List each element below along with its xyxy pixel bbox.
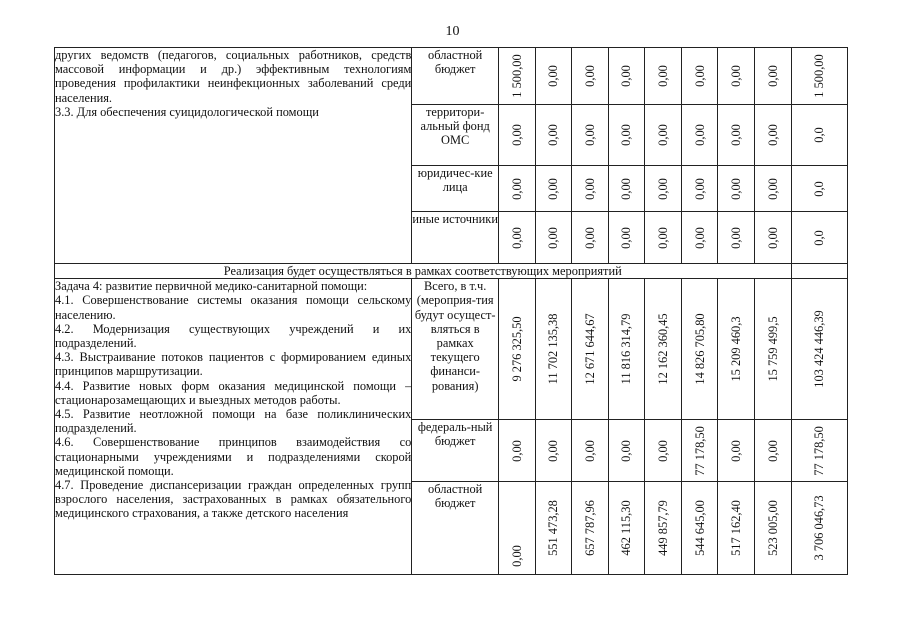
year-value: 11 816 314,79 (619, 313, 634, 385)
description-text: 4.7. Проведение диспансеризации граждан определенных групп взрослого населения, застрахованных в рамках обязательного медицинского страхования, а также детского населения (55, 478, 412, 521)
year-value: 0,00 (509, 544, 524, 567)
year-value: 0,00 (692, 65, 707, 87)
total-value: 3 706 046,73 (812, 495, 827, 561)
measure-description (55, 279, 412, 575)
description-text: 4.3. Выстраивание потоков пациентов с формированием единых принципов маршрутизации. (55, 350, 412, 379)
year-value: 0,00 (692, 226, 707, 249)
empty-cell (791, 264, 847, 279)
year-value: 0,00 (729, 177, 744, 200)
year-value: 523 005,00 (765, 500, 780, 557)
year-value: 15 209 460,3 (729, 316, 744, 382)
year-value: 0,00 (655, 65, 670, 87)
year-value: 449 857,79 (655, 500, 670, 557)
year-value: 11 702 135,38 (546, 313, 561, 385)
year-value: 9 276 325,50 (509, 316, 524, 382)
year-value: 0,00 (692, 177, 707, 200)
year-value: 0,00 (765, 124, 780, 146)
table-row (55, 48, 848, 105)
description-text: 4.1. Совершенствование системы оказания помощи сельскому населению. (55, 293, 412, 322)
total-value: 0,0 (812, 229, 827, 246)
year-value: 14 826 705,80 (692, 313, 707, 385)
table-row (55, 279, 848, 420)
description-text: 3.3. Для обеспечения суицидологической помощи (55, 104, 319, 119)
year-value: 0,00 (509, 177, 524, 200)
year-value: 0,00 (729, 124, 744, 146)
year-value: 0,00 (509, 439, 524, 462)
year-value: 544 645,00 (692, 500, 707, 557)
year-value: 0,00 (655, 177, 670, 200)
description-text: 4.5. Развитие неотложной помощи на базе поликлинических подразделений. (55, 407, 412, 436)
total-value: 77 178,50 (812, 425, 827, 476)
year-value: 0,00 (655, 439, 670, 462)
description-text: Задача 4: развитие первичной медико-санитарной помощи: (55, 279, 368, 294)
funding-source: юридичес-кие лица (412, 166, 499, 212)
year-value: 0,00 (765, 177, 780, 200)
total-value: 0,0 (812, 127, 827, 143)
year-value: 0,00 (729, 226, 744, 249)
year-value: 0,00 (546, 439, 561, 462)
description-text: 4.4. Развитие новых форм оказания медицинской помощи – стационарозамещающих и выездных методов работы. (55, 378, 412, 407)
year-value: 0,00 (765, 226, 780, 249)
year-value: 0,00 (765, 65, 780, 87)
year-value: 77 178,50 (692, 425, 707, 476)
year-value: 0,00 (509, 226, 524, 249)
year-value: 0,00 (619, 439, 634, 462)
year-value: 0,00 (692, 124, 707, 146)
year-value: 551 473,28 (546, 500, 561, 557)
measure-description (55, 48, 412, 264)
year-value: 0,00 (546, 177, 561, 200)
year-value: 12 162 360,45 (655, 313, 670, 385)
year-value: 0,00 (582, 177, 597, 200)
funding-source: Всего, в т.ч. (мероприя-тия будут осущест-вляться в рамках текущего финанси-рования) (412, 279, 499, 420)
year-value: 657 787,96 (582, 500, 597, 557)
year-value: 0,00 (509, 124, 524, 146)
total-value: 1 500,00 (812, 54, 827, 98)
year-value: 1 500,00 (509, 54, 524, 98)
funding-source: федераль-ный бюджет (412, 420, 499, 482)
description-text: 4.2. Модернизация существующих учреждений и их подразделений. (55, 321, 412, 351)
total-value: 0,0 (812, 180, 827, 197)
funding-source: областной бюджет (412, 48, 499, 105)
year-value: 0,00 (619, 226, 634, 249)
table-row (55, 264, 848, 279)
funding-source: территори-альный фонд ОМС (412, 105, 499, 166)
year-value: 0,00 (619, 177, 634, 200)
year-value: 0,00 (729, 439, 744, 462)
year-value: 0,00 (546, 65, 561, 87)
section-note: Реализация будет осуществляться в рамках соответствующих мероприятий (55, 264, 792, 279)
year-value: 0,00 (546, 226, 561, 249)
year-value: 517 162,40 (729, 500, 744, 557)
year-value: 462 115,30 (619, 500, 634, 556)
total-value: 103 424 446,39 (812, 310, 827, 388)
year-value: 0,00 (546, 124, 561, 146)
year-value: 0,00 (582, 439, 597, 462)
year-value: 0,00 (582, 65, 597, 87)
description-text: других ведомств (педагогов, социальных работников, средств массовой информации и др.) эффективным технологиям проведения профилактики неинфекционных заболеваний среди населения. (55, 48, 412, 105)
year-value: 0,00 (582, 226, 597, 249)
year-value: 0,00 (765, 439, 780, 462)
year-value: 12 671 644,67 (582, 313, 597, 385)
year-value: 0,00 (729, 65, 744, 87)
year-value: 15 759 499,5 (765, 316, 780, 382)
page-number: 10 (445, 24, 460, 39)
funding-source: иные источники (412, 212, 499, 264)
description-text: 4.6. Совершенствование принципов взаимодействия со стационарными учреждениями и подразделениями скорой медицинской помощи. (55, 435, 412, 478)
year-value: 0,00 (655, 124, 670, 146)
funding-source: областной бюджет (412, 482, 499, 575)
funding-table (54, 47, 848, 575)
year-value: 0,00 (655, 226, 670, 249)
year-value: 0,00 (582, 124, 597, 146)
year-value: 0,00 (619, 124, 634, 146)
year-value: 0,00 (619, 65, 634, 87)
